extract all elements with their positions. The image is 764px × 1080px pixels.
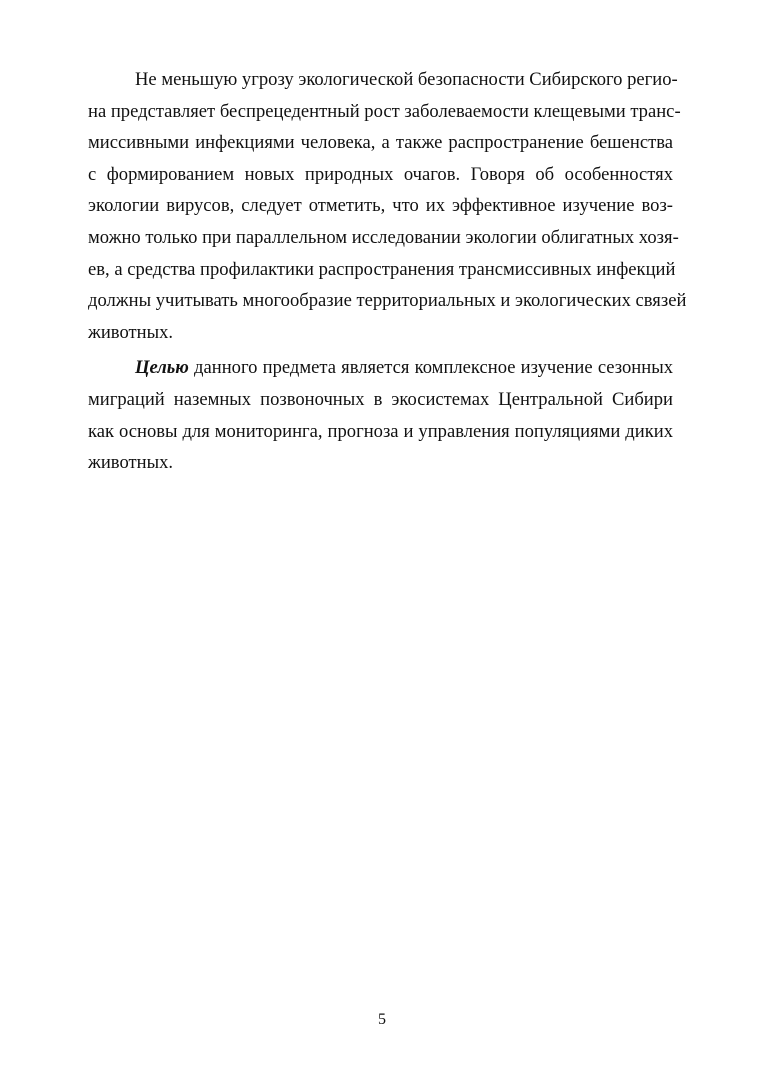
text-line: экологии вирусов, следует отметить, что их эффективное изучение воз- [88,195,673,217]
goal-text: данного предмета является комплексное изучение сезонных [188,357,673,379]
text-line: можно только при параллельном исследовании экологии облигатных хозя- [88,226,679,248]
paragraph-goal [88,352,673,478]
text-line: ев, а средства профилактики распространения трансмиссивных инфекций [88,258,676,280]
text-line [88,352,673,384]
body-text [88,64,687,479]
goal-emphasis: Целью [135,357,189,379]
text-line: как основы для мониторинга, прогноза и управления популяциями диких [88,420,673,442]
text-line: с формированием новых природных очагов. Говоря об особенностях [88,163,673,185]
text-line: миграций наземных позвоночных в экосистемах Центральной Сибири [88,388,673,410]
paragraph-threats [88,64,687,348]
text-line: животных. [88,321,174,343]
text-line: Не меньшую угрозу экологической безопасности Сибирского регио- [135,69,678,90]
page-number: 5 [378,1011,386,1028]
text-line: животных. [88,452,174,474]
text-line: должны учитывать многообразие территориальных и экологических связей [88,290,687,312]
text-line: миссивными инфекциями человека, а также распространение бешенства [88,132,673,154]
text-line: на представляет беспрецедентный рост заболеваемости клещевыми транс- [88,100,681,122]
